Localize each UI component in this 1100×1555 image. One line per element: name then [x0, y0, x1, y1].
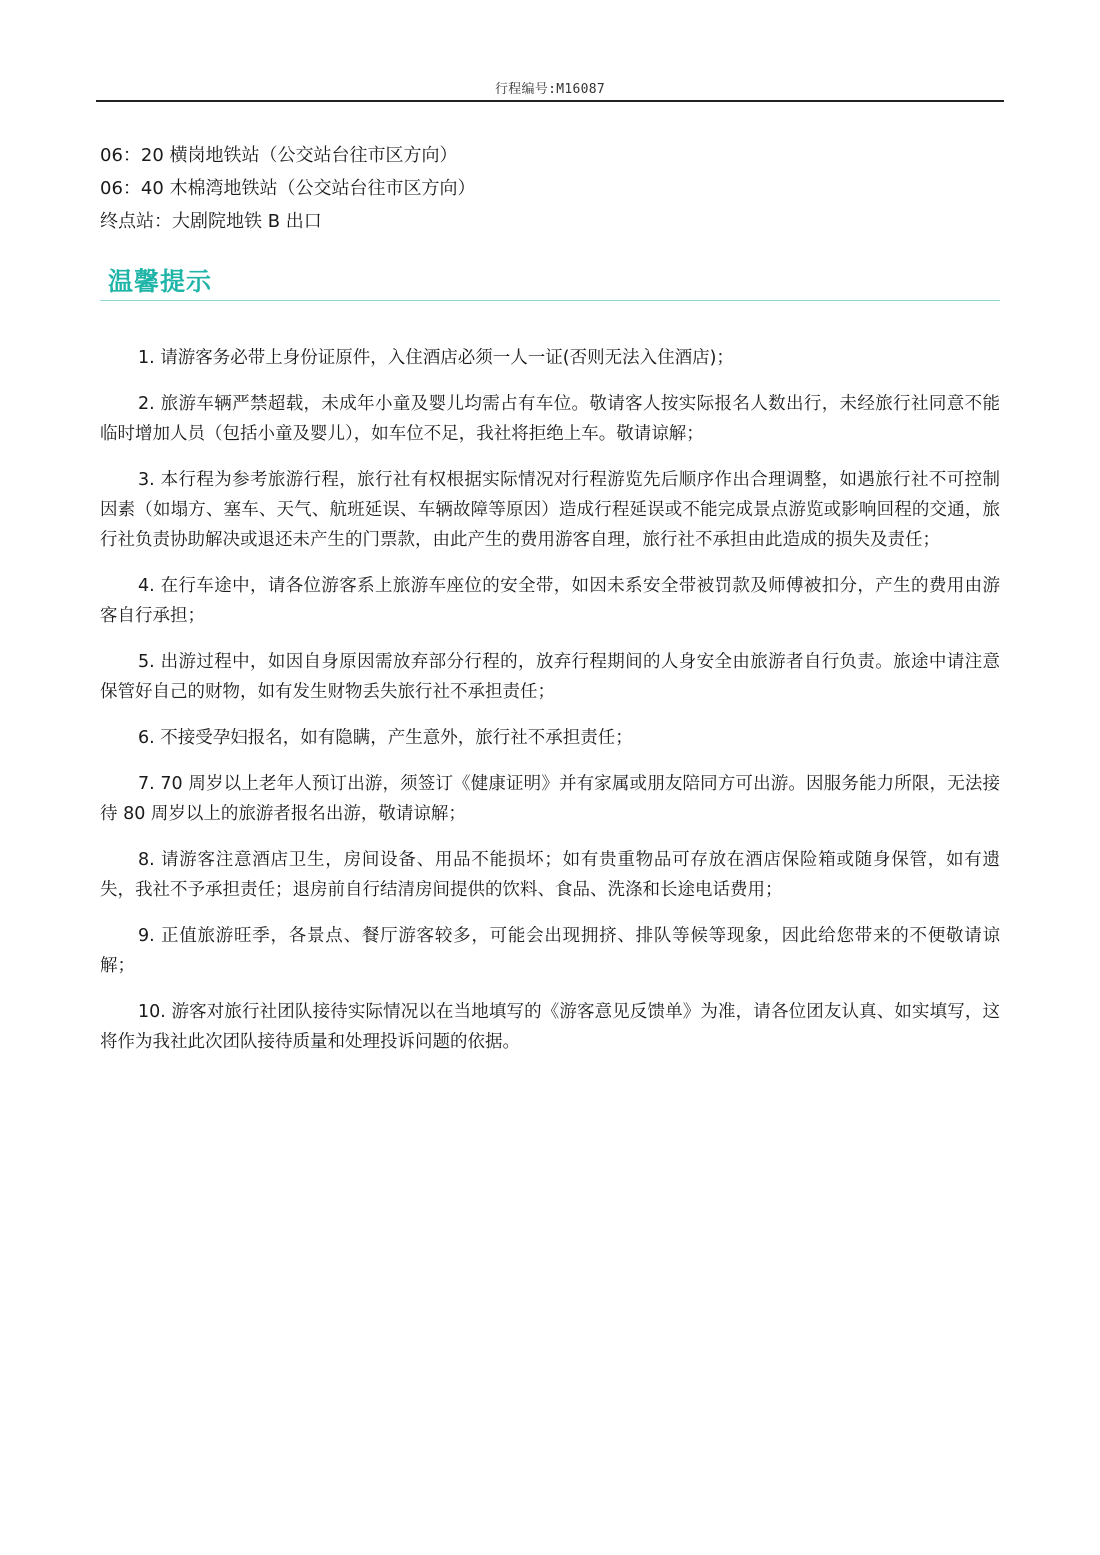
stop-item: 06：40 木棉湾地铁站（公交站台往市区方向）	[100, 178, 476, 199]
tip-item: 3. 本行程为参考旅游行程，旅行社有权根据实际情况对行程游览先后顺序作出合理调整，如遇旅行社不可控制因素（如塌方、塞车、天气、航班延误、车辆故障等原因）造成行程延误或不能完成景点游览或影响回程的交通，旅行社负责协助解决或退还未产生的门票款，由此产生的费用游客自理，旅行社不承担由此造成的损失及责任；	[100, 470, 1000, 550]
tip-item: 7. 70 周岁以上老年人预订出游，须签订《健康证明》并有家属或朋友陪同方可出游。因服务能力所限，无法接待 80 周岁以上的旅游者报名出游，敬请谅解；	[100, 774, 1000, 824]
tip-item: 1. 请游客务必带上身份证原件，入住酒店必须一人一证(否则无法入住酒店)；	[138, 348, 734, 368]
page-header	[96, 74, 1004, 102]
tip-item: 8. 请游客注意酒店卫生，房间设备、用品不能损坏；如有贵重物品可存放在酒店保险箱或随身保管，如有遗失，我社不予承担责任；退房前自行结清房间提供的饮料、食品、洗涤和长途电话费用；	[100, 850, 1000, 900]
tip-item: 2. 旅游车辆严禁超载，未成年小童及婴儿均需占有车位。敬请客人按实际报名人数出行，未经旅行社同意不能临时增加人员（包括小童及婴儿），如车位不足，我社将拒绝上车。敬请谅解；	[100, 394, 1000, 444]
tip-item: 5. 出游过程中，如因自身原因需放弃部分行程的，放弃行程期间的人身安全由旅游者自行负责。旅途中请注意保管好自己的财物，如有发生财物丢失旅行社不承担责任；	[100, 652, 1000, 702]
tip-item: 9. 正值旅游旺季，各景点、餐厅游客较多，可能会出现拥挤、排队等候等现象，因此给您带来的不便敬请谅解；	[100, 926, 1000, 976]
itinerary-number: 行程编号:M16087	[494, 82, 606, 97]
tip-item: 6. 不接受孕妇报名，如有隐瞒，产生意外，旅行社不承担责任；	[138, 728, 633, 748]
tips-list	[100, 343, 1000, 1073]
tip-item: 10. 游客对旅行社团队接待实际情况以在当地填写的《游客意见反馈单》为准，请各位团友认真、如实填写，这将作为我社此次团队接待质量和处理投诉问题的依据。	[100, 1002, 1000, 1052]
pickup-stops	[100, 139, 1000, 238]
terminal-stop: 终点站：大剧院地铁 B 出口	[100, 211, 322, 232]
stop-item: 06：20 横岗地铁站（公交站台往市区方向）	[100, 145, 458, 166]
section-title-tips: 温馨提示	[108, 267, 213, 296]
tip-item: 4. 在行车途中，请各位游客系上旅游车座位的安全带，如因未系安全带被罚款及师傅被扣分，产生的费用由游客自行承担；	[100, 576, 1000, 626]
section-divider	[100, 300, 1000, 301]
